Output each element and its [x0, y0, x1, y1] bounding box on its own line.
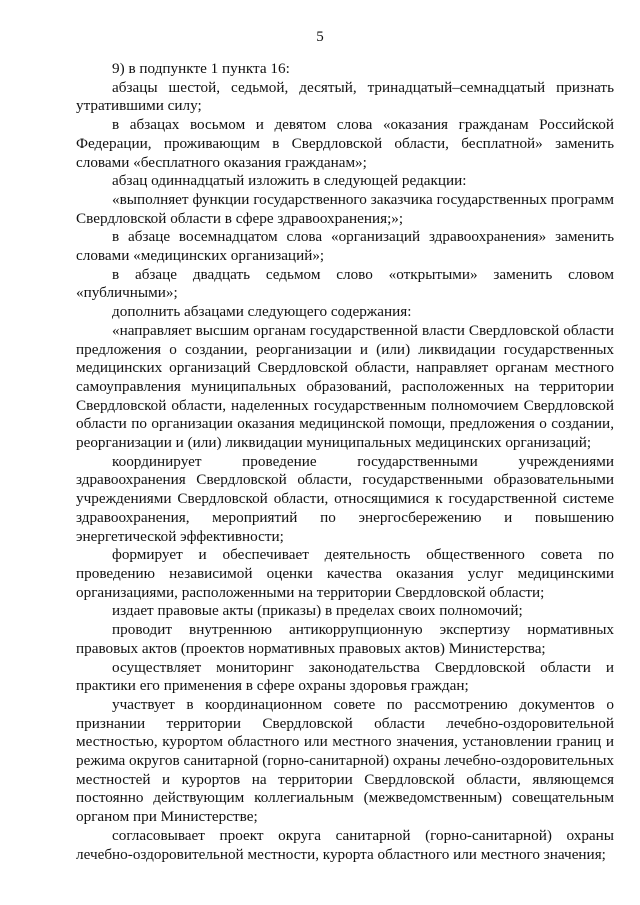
paragraph: дополнить абзацами следующего содержания:	[112, 303, 412, 321]
paragraph: проводит внутреннюю антикоррупционную экспертизу нормативных правовых актов (проектов нормативных правовых актов) Министерства;	[76, 621, 614, 657]
paragraph: в абзаце двадцать седьмом слово «открытыми» заменить словом «публичными»;	[76, 265, 614, 302]
paragraph: 9) в подпункте 1 пункта 16:	[112, 60, 290, 77]
paragraph: издает правовые акты (приказы) в пределах своих полномочий;	[112, 602, 523, 620]
paragraph: «выполняет функции государственного заказчика государственных программ Свердловской области в сфере здравоохранения;»;	[76, 190, 614, 227]
paragraph: абзацы шестой, седьмой, десятый, тринадцатый–семнадцатый признать утратившими силу;	[76, 78, 614, 115]
paragraph: участвует в координационном совете по рассмотрению документов о признании территории Свердловской области лечебно-оздоровительной местностью, курортом областного или местного значения, установлении границ и режима округов санитарной (горно-санитарной) охраны лечебно-оздоровительных местностей и курортов на территории Свердловской области, являющемся постоянно действующим коллегиальным (межведомственным) совещательным органом при Министерстве;	[76, 695, 614, 826]
paragraph: в абзацах восьмом и девятом слова «оказания гражданам Российской Федерации, проживающим в Свердловской области, бесплатной» заменить словами «бесплатного оказания гражданам»;	[76, 116, 614, 171]
paragraph: в абзаце восемнадцатом слова «организаций здравоохранения» заменить словами «медицинских организаций»;	[76, 228, 614, 265]
document-body	[76, 60, 614, 864]
paragraph: абзац одиннадцатый изложить в следующей редакции:	[112, 172, 467, 190]
page-number: 5	[316, 29, 324, 45]
paragraph: осуществляет мониторинг законодательства Свердловской области и практики его применения в сфере охраны здоровья граждан;	[76, 658, 614, 695]
paragraph: формирует и обеспечивает деятельность общественного совета по проведению независимой оценки качества оказания услуг медицинскими организациями, расположенными на территории Свердловской области;	[76, 546, 614, 601]
paragraph: «направляет высшим органам государственной власти Свердловской области предложения о создании, реорганизации и (или) ликвидации государственных медицинских организаций Свердловской области, направляет органам местного самоуправления муниципальных образований, расположенных на территории Свердловской области, наделенных государственным полномочием Свердловской области по организации оказания медицинской помощи, предложения о создании, реорганизации и (или) ликвидации муниципальных медицинских организаций;	[76, 321, 614, 452]
paragraph: координирует проведение государственными учреждениями здравоохранения Свердловской области, государственными образовательными учреждениями Свердловской области, относящимися к государственной системе здравоохранения, мероприятий по энергосбережению и повышению энергетической эффективности;	[76, 452, 614, 545]
paragraph: согласовывает проект округа санитарной (горно-санитарной) охраны лечебно-оздоровительной местности, курорта областного или местного значения;	[76, 826, 614, 863]
